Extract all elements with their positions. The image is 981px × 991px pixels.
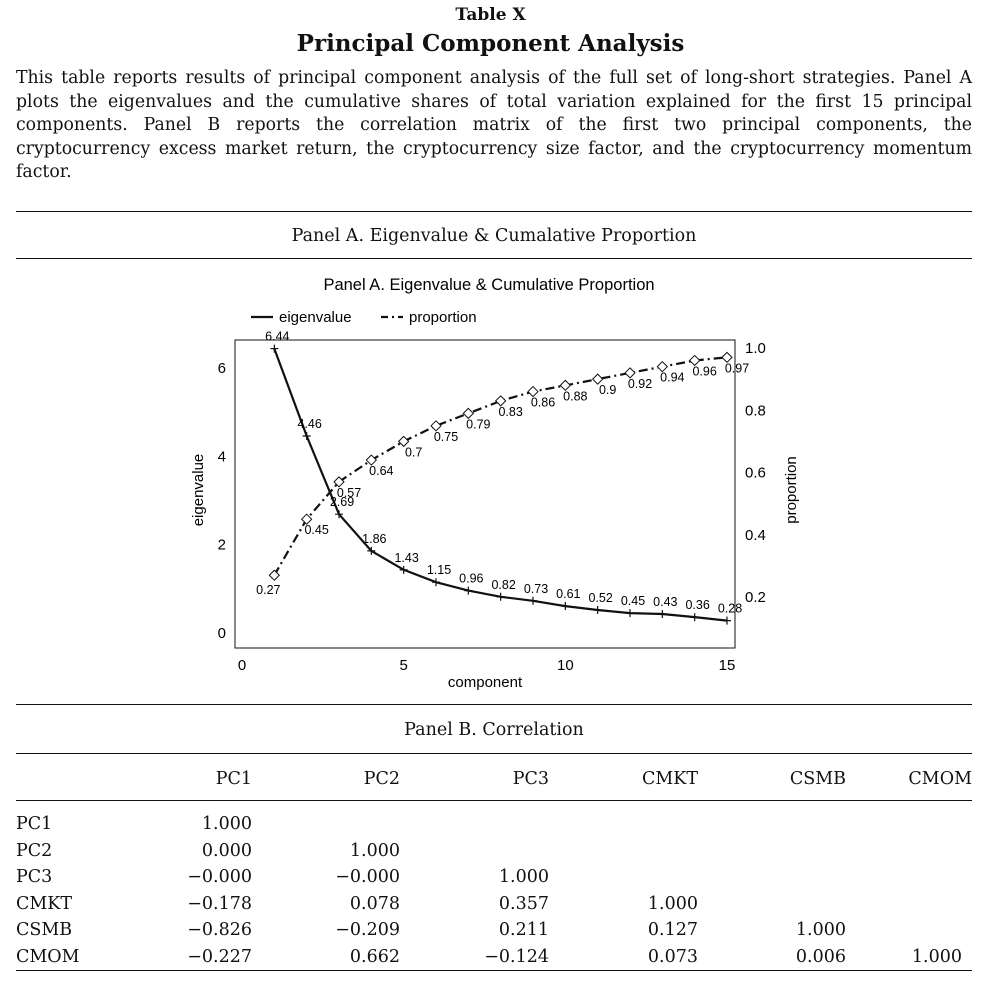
eigenvalue-point — [497, 593, 505, 601]
x-tick-label: 5 — [399, 657, 408, 674]
x-axis-label: component — [447, 674, 523, 691]
table-cell: 0.662 — [349, 946, 400, 967]
eigenvalue-point — [691, 613, 699, 621]
table-cell — [846, 891, 972, 918]
eigenvalue-data-label: 4.46 — [297, 417, 322, 432]
legend-proportion-label: proportion — [409, 309, 477, 326]
x-tick-label: 15 — [718, 657, 736, 674]
eigenvalue-point — [594, 606, 602, 614]
y2-tick-label: 0.8 — [745, 402, 766, 420]
table-cell: 0.000 — [201, 840, 252, 861]
y2-tick-label: 0.4 — [745, 526, 766, 544]
table-cell — [698, 801, 846, 838]
x-tick-label: 10 — [556, 657, 574, 674]
table-row — [16, 891, 972, 918]
eigenvalue-data-label: 0.73 — [523, 581, 549, 596]
y2-axis-label: proportion — [783, 456, 800, 524]
correlation-header-row — [16, 758, 972, 801]
table-cell: 1.000 — [911, 946, 962, 967]
y2-tick-label: 0.6 — [745, 464, 766, 482]
eigenvalue-data-label: 0.43 — [653, 595, 678, 610]
eigenvalue-point — [270, 345, 278, 353]
table-cell — [698, 891, 846, 918]
table-label: Table X — [455, 5, 526, 25]
eigenvalue-data-label: 1.15 — [426, 563, 452, 578]
eigenvalue-data-label: 0.45 — [620, 594, 646, 609]
eigenvalue-data-label: 0.96 — [459, 571, 484, 586]
table-cell — [698, 864, 846, 891]
eigenvalue-data-label: 0.36 — [685, 598, 710, 613]
proportion-data-label: 0.97 — [724, 361, 750, 376]
proportion-data-label: 0.79 — [466, 417, 491, 432]
y2-tick-label: 0.2 — [745, 589, 766, 606]
table-cell: −0.000 — [187, 867, 252, 888]
column-header-pc3: PC3 — [512, 769, 549, 789]
table-cell: 0.006 — [795, 946, 846, 967]
table-title: Principal Component Analysis — [296, 30, 685, 57]
table-cell: −0.227 — [187, 946, 252, 967]
table-cell: −0.000 — [335, 867, 400, 888]
proportion-data-label: 0.83 — [498, 404, 523, 419]
eigenvalue-point — [303, 432, 311, 440]
table-row — [16, 838, 972, 865]
column-header-pc1: PC1 — [215, 769, 252, 789]
proportion-data-label: 0.64 — [369, 464, 394, 479]
top-rule — [16, 211, 972, 212]
table-cell: 0.211 — [498, 920, 549, 941]
column-header-cmom: CMOM — [908, 769, 972, 789]
y-axis-label: eigenvalue — [190, 453, 207, 527]
table-row — [16, 801, 972, 838]
table-row — [16, 917, 972, 944]
eigenvalue-point — [464, 587, 472, 595]
y-tick-label: 4 — [217, 448, 226, 466]
panel-a-rule — [16, 258, 972, 259]
table-caption: This table reports results of principal component analysis of the full set of long-short strategies. Panel A plots the eigenvalues and the cumulative shares of total variation explained for the first 15 principal components. Panel B reports the correlation matrix of the first two principal components, the cryptocurrency excess market return, the cryptocurrency size factor, and the cryptocurrency momentum factor. — [16, 68, 972, 182]
table-cell: −0.124 — [484, 946, 549, 967]
table-cell — [846, 917, 972, 944]
eigenvalue-data-label: 1.43 — [394, 550, 419, 565]
table-cell — [549, 801, 698, 838]
column-header-cmkt: CMKT — [641, 769, 698, 789]
row-label: PC2 — [16, 840, 53, 861]
table-cell: 1.000 — [795, 920, 846, 941]
row-label: CMOM — [16, 946, 80, 967]
column-header — [16, 758, 106, 801]
table-cell: 0.357 — [498, 893, 549, 914]
proportion-data-label: 0.96 — [692, 364, 717, 379]
table-cell: 1.000 — [349, 840, 400, 861]
table-cell — [846, 801, 972, 838]
table-cell: 0.078 — [349, 893, 400, 914]
proportion-data-label: 0.27 — [256, 583, 281, 598]
panel-a-heading: Panel A. Eigenvalue & Cumalative Proportion — [291, 226, 697, 246]
proportion-data-label: 0.94 — [660, 370, 685, 385]
row-label: PC1 — [16, 814, 53, 835]
eigenvalue-data-label: 0.52 — [588, 591, 613, 606]
y2-tick-label: 1.0 — [745, 340, 766, 357]
table-cell: −0.826 — [187, 920, 252, 941]
eigenvalue-data-label: 0.28 — [717, 601, 743, 616]
row-label: PC3 — [16, 867, 53, 888]
panel-b-heading: Panel B. Correlation — [404, 720, 584, 740]
table-cell: 0.073 — [647, 946, 698, 967]
table-cell — [549, 838, 698, 865]
eigenvalue-point — [658, 610, 666, 618]
table-cell: −0.209 — [335, 920, 400, 941]
eigenvalue-point — [626, 609, 634, 617]
table-cell: 1.000 — [498, 867, 549, 888]
eigenvalue-data-label: 2.69 — [329, 495, 355, 510]
table-row — [16, 944, 972, 971]
panel-b-top-rule — [16, 704, 972, 705]
eigenvalue-data-label: 0.82 — [491, 577, 516, 592]
eigenvalue-point — [432, 578, 440, 586]
proportion-data-label: 0.57 — [336, 485, 362, 500]
table-cell — [698, 838, 846, 865]
chart-legend — [251, 309, 477, 326]
column-header-pc2: PC2 — [363, 769, 400, 789]
table-cell — [846, 864, 972, 891]
eigenvalue-point — [529, 597, 537, 605]
row-label: CMKT — [16, 893, 73, 914]
proportion-data-label: 0.92 — [627, 376, 653, 391]
table-cell — [400, 801, 549, 838]
row-label: CSMB — [16, 920, 73, 941]
table-cell — [846, 838, 972, 865]
eigenvalue-data-label: 6.44 — [265, 329, 290, 344]
eigenvalue-data-label: 0.61 — [556, 587, 581, 602]
proportion-point — [269, 570, 279, 580]
panel-b-rule — [16, 753, 972, 754]
panel-a-chart — [0, 265, 981, 705]
y-tick-label: 6 — [217, 360, 226, 377]
x-tick-label: 0 — [237, 657, 247, 674]
table-cell — [400, 838, 549, 865]
table-cell — [549, 864, 698, 891]
legend-eigenvalue-label: eigenvalue — [279, 309, 352, 326]
column-header-csmb: CSMB — [789, 769, 846, 789]
proportion-data-label: 0.9 — [598, 383, 617, 398]
table-cell: 1.000 — [647, 893, 698, 914]
proportion-data-label: 0.75 — [433, 429, 459, 444]
table-cell: 1.000 — [201, 814, 252, 835]
proportion-data-label: 0.7 — [404, 445, 423, 460]
y-tick-label: 2 — [217, 536, 226, 554]
correlation-table — [16, 758, 972, 971]
proportion-data-label: 0.88 — [563, 389, 588, 404]
table-cell — [252, 801, 400, 838]
table-cell: −0.178 — [187, 893, 252, 914]
chart-title: Panel A. Eigenvalue & Cumulative Proportion — [323, 276, 655, 294]
eigenvalue-data-label: 1.86 — [362, 531, 387, 546]
eigenvalue-point — [723, 617, 731, 625]
proportion-data-label: 0.45 — [304, 523, 329, 538]
table-cell: 0.127 — [647, 920, 698, 941]
eigenvalue-point — [561, 602, 569, 610]
table-row — [16, 864, 972, 891]
proportion-data-label: 0.86 — [530, 395, 556, 410]
y-tick-label: 0 — [217, 625, 226, 642]
series-line-proportion — [274, 357, 727, 578]
